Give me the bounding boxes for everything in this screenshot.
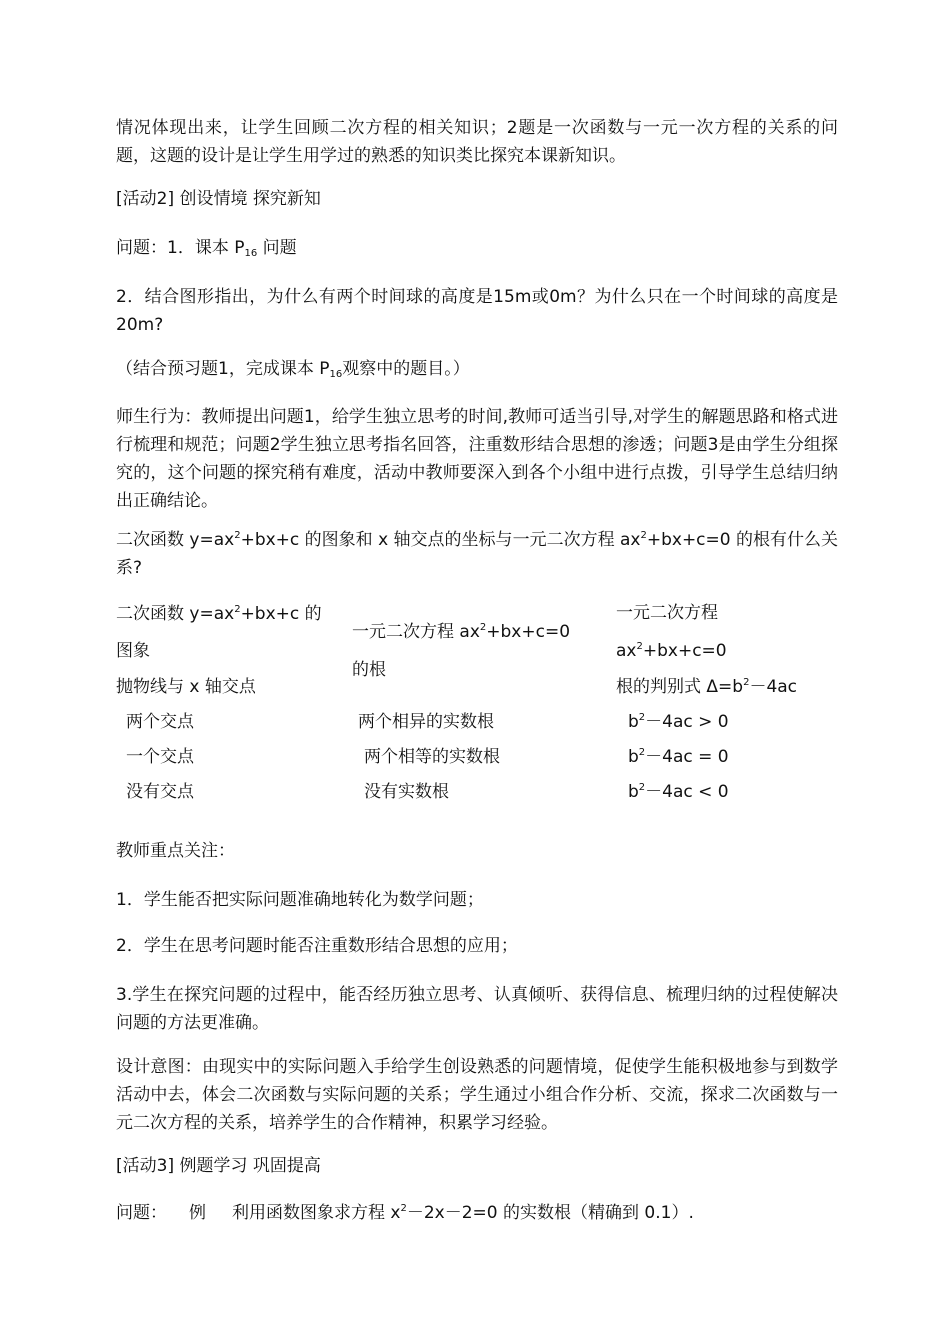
question-1: 问题：1．课本 $P_{16}$ 问题 [116,238,297,259]
table-row-1-col1: 两个交点 [126,712,194,732]
focus-item-2: 2．学生在思考问题时能否注重数形结合思想的应用； [116,936,518,956]
table-row-3-col3: $b^2-4ac < 0$ [628,782,729,802]
table-header-col1-line1: 二次函数 $y=ax^2+bx+c$ 的 [116,604,322,624]
table-row-2-col3: $b^2-4ac = 0$ [628,747,729,767]
question-2: 2．结合图形指出，为什么有两个时间球的高度是15m或0m？为什么只在一个时间球的高度是20m? [116,287,838,335]
design-intent-paragraph: 设计意图：由现实中的实际问题入手给学生创设熟悉的问题情境，促使学生能积极地参与到数学活动中去，体会二次函数与实际问题的关系；学生通过小组合作分析、交流，探求二次函数与一元二次方程的关系，培养学生的合作精神，积累学习经验。 [116,1057,838,1133]
table-header-col3-line3: 根的判别式 $\Delta=b^2-4ac$ [616,677,798,697]
relation-question: 二次函数 $y=ax^2+bx+c$ 的图象和 x 轴交点的坐标与一元二次方程 $ax^2+bx+c=0$ 的根有什么关系? [116,530,839,578]
table-row-2-col2: 两个相等的实数根 [364,747,500,767]
activity-2-heading: [活动2] 创设情境 探究新知 [116,189,321,209]
table-header-col3-line1: 一元二次方程 [616,603,718,623]
table-row-1-col2: 两个相异的实数根 [358,712,494,732]
teacher-behavior-paragraph: 师生行为：教师提出问题1，给学生独立思考的时间,教师可适当引导,对学生的解题思路和格式进行梳理和规范；问题2学生独立思考指名回答，注重数形结合思想的渗透；问题3是由学生分组探究的，这个问题的探究稍有难度，活动中教师要深入到各个小组中进行点拨，引导学生总结归纳出正确结论。 [116,407,838,511]
table-header-col2-line2: 的根 [352,660,386,680]
activity-3-heading: [活动3] 例题学习 巩固提高 [116,1156,321,1176]
intro-paragraph: 情况体现出来，让学生回顾二次方程的相关知识；2题是一次函数与一元一次方程的关系的问题，这题的设计是让学生用学过的熟悉的知识类比探究本课新知识。 [116,118,838,166]
table-header-col2-line1: 一元二次方程 $ax^2+bx+c=0$ [352,622,571,642]
preview-note: （结合预习题1，完成课本 $P_{16}$观察中的题目。） [116,359,470,380]
focus-item-3: 3.学生在探究问题的过程中，能否经历独立思考、认真倾听、获得信息、梳理归纳的过程使解决问题的方法更准确。 [116,985,838,1033]
example-question: 问题： 例 利用函数图象求方程 $x^2-2x-2=0$ 的实数根（精确到 0.1）. [116,1203,694,1223]
focus-heading: 教师重点关注： [116,841,235,861]
table-row-3-col1: 没有交点 [126,782,194,802]
table-header-col1-line2: 图象 [116,641,150,661]
table-row-1-col3: $b^2-4ac > 0$ [628,712,729,732]
table-row-3-col2: 没有实数根 [364,782,449,802]
table-row-2-col1: 一个交点 [126,747,194,767]
focus-item-1: 1．学生能否把实际问题准确地转化为数学问题； [116,890,484,910]
table-header-col1-line3: 抛物线与 x 轴交点 [116,677,256,697]
table-header-col3-line2: $ax^2+bx+c=0$ [616,641,727,661]
